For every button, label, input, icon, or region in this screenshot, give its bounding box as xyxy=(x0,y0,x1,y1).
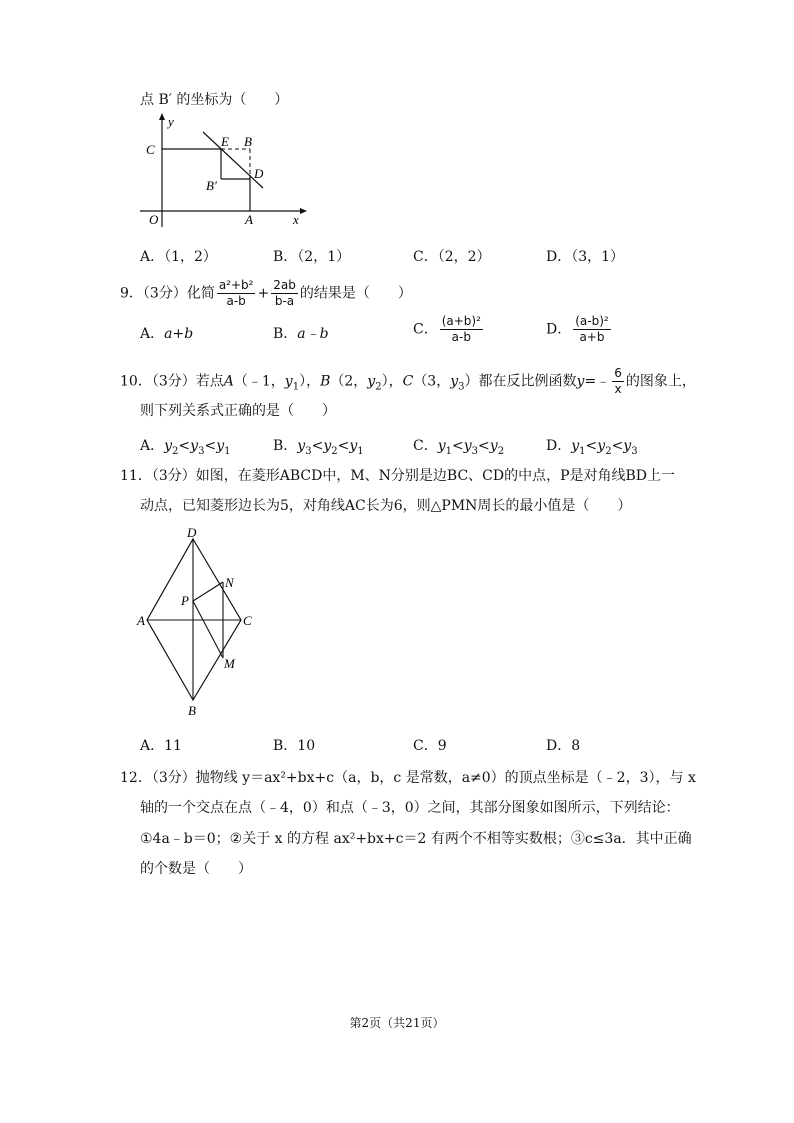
q10-line-1: 10．（3分）若点A（﹣1，$y_1$），B（2，$y_2$），C（3，$y_3$）都在反比例函数y=﹣ $\frac{6}{x}$ 的图象上， xyxy=(120,366,696,396)
q11-label-D: D xyxy=(187,525,197,540)
q8-option-d: D．（3，1） xyxy=(546,249,625,265)
q8-label-B: B xyxy=(244,134,252,149)
q8-option-a: A．（1，2） xyxy=(140,249,217,265)
q9-suffix: 的结果是（ ） xyxy=(299,285,412,302)
q9-option-b: B．a﹣b xyxy=(273,326,329,342)
q8-option-c: C．（2，2） xyxy=(413,249,491,265)
q10-option-a: A．$y_2<y_3<y_1$ xyxy=(140,438,231,457)
q8-label-x: x xyxy=(293,212,299,227)
q9-fraction-2: $\frac{2ab}{b-a}$ xyxy=(273,278,296,308)
q9-prefix: 9．（3分）化简 xyxy=(120,285,215,302)
q9-option-d: D． $\frac{\text{(a-b)²}}{a+b}$ xyxy=(546,314,609,344)
q8-label-C: C xyxy=(146,142,155,157)
q12-line-2: 轴的一个交点在点（﹣4，0）和点（﹣3，0）之间，其部分图象如图所示，下列结论： xyxy=(140,800,680,816)
q11-line-1: 11．（3分）如图，在菱形ABCD中，M、N分别是边BC、CD的中点，P是对角线BD上一 xyxy=(120,468,676,484)
q8-option-b: B．（2，1） xyxy=(273,249,351,265)
q11-option-a: A．11 xyxy=(140,738,182,754)
q8-label-O: O xyxy=(149,212,159,227)
q8-figure xyxy=(135,112,310,230)
q10-option-d: D．$y_1<y_2<y_3$ xyxy=(546,438,638,457)
q11-option-b: B．10 xyxy=(273,738,316,754)
page-footer: 第2页（共21页） xyxy=(349,1016,445,1030)
q9-option-a: A．a+b xyxy=(140,326,194,342)
q11-line-2: 动点，已知菱形边长为5，对角线AC长为6，则△PMN周长的最小值是（ ） xyxy=(140,498,632,514)
q11-option-d: D．8 xyxy=(546,738,581,754)
q11-label-A: A xyxy=(137,613,145,628)
q8-label-D: D xyxy=(254,166,264,181)
q11-label-C: C xyxy=(243,613,252,628)
q11-label-P: P xyxy=(181,593,189,608)
q8-label-A: A xyxy=(245,212,253,227)
q11-label-N: N xyxy=(225,575,234,590)
q8-label-y: y xyxy=(168,114,174,129)
q9-option-c: C． $\frac{\text{(a+b)²}}{a-b}$ xyxy=(413,314,481,344)
q10-option-b: B．$y_3<y_2<y_1$ xyxy=(273,438,364,457)
q12-line-4: 的个数是（ ） xyxy=(140,861,252,877)
q10-option-c: C．$y_1<y_3<y_2$ xyxy=(413,438,505,457)
q12-line-3: ①4a﹣b＝0；②关于 x 的方程 ax²+bx+c＝2 有两个不相等实数根；③c≤3a．其中正确 xyxy=(140,831,692,847)
q8-label-Bprime: B′ xyxy=(206,178,217,193)
q11-option-c: C．9 xyxy=(413,738,447,754)
q8-label-E: E xyxy=(221,134,229,149)
q11-label-B: B xyxy=(188,703,196,718)
q9-plus: + xyxy=(257,285,270,302)
q8-tail: 点 B′ 的坐标为（ ） xyxy=(140,92,289,108)
q10-fraction: $\frac{6}{x}$ xyxy=(614,366,622,396)
q9-stem xyxy=(120,278,412,309)
q12-line-1: 12．（3分）抛物线 y＝ax²+bx+c（a，b，c 是常数，a≠0）的顶点坐标是（﹣2，3），与 x xyxy=(120,770,696,786)
q9-fraction-1: $\frac{\text{a²+b²}}{a-b}$ xyxy=(218,278,254,308)
q11-figure xyxy=(135,525,265,721)
q11-label-M: M xyxy=(224,656,235,671)
q10-line-2: 则下列关系式正确的是（ ） xyxy=(140,403,336,419)
